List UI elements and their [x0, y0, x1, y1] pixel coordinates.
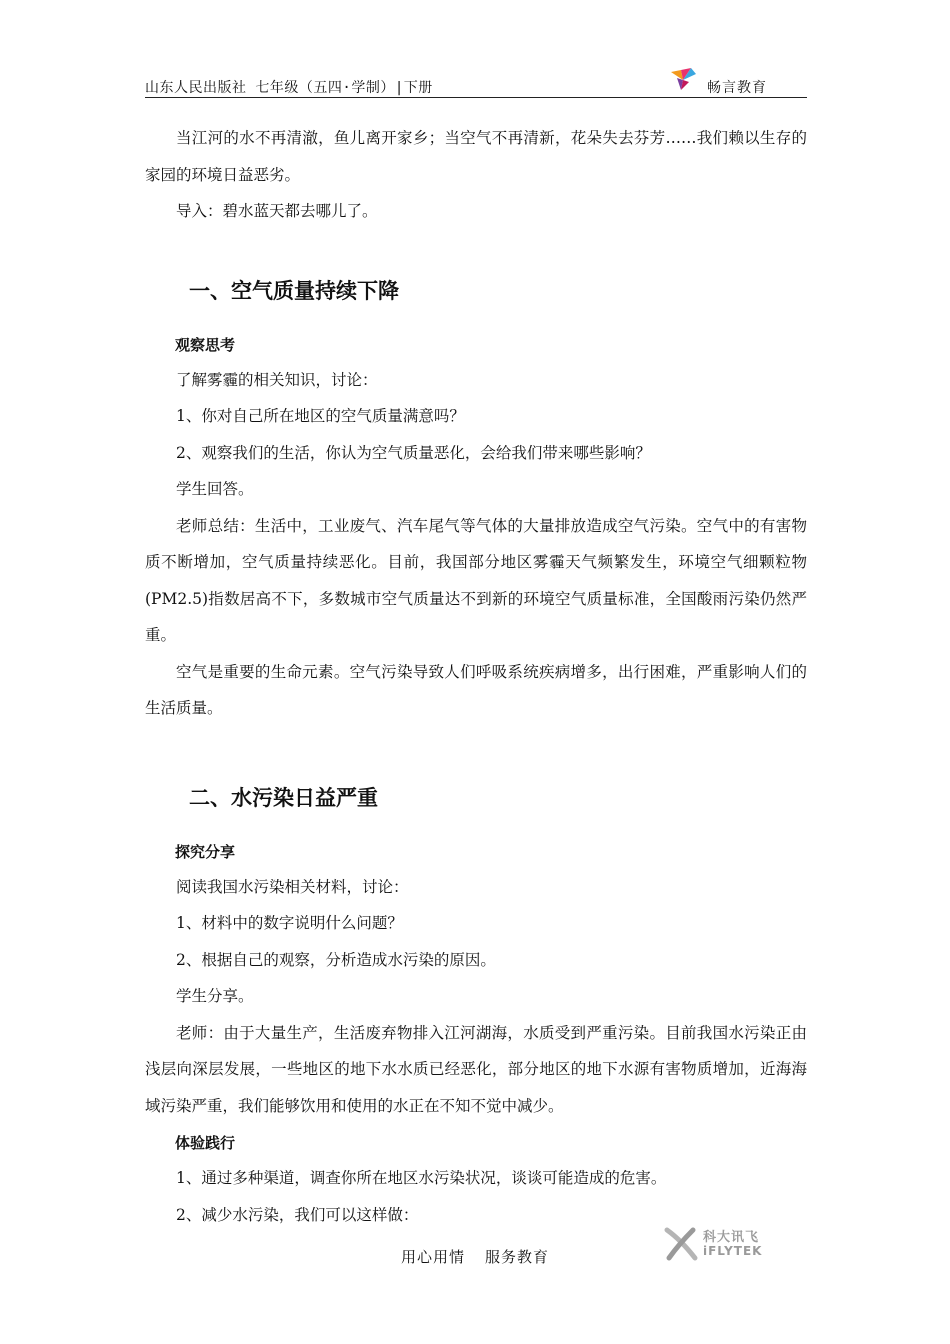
publisher-info: 山东人民出版社 七年级（五四·学制）|下册 [145, 80, 433, 96]
section-1-paragraph: 空气是重要的生命元素。空气污染导致人们呼吸系统疾病增多，出行困难，严重影响人们的生活质量。 [145, 662, 807, 717]
section-2-paragraph: 阅读我国水污染相关材料，讨论： [176, 877, 409, 896]
section-1-paragraph: 学生回答。 [176, 480, 254, 498]
changyan-logo-icon [669, 66, 697, 92]
iflytek-en-text: iFLYTEK [703, 1244, 763, 1258]
section-2-subtitle-practice: 体验践行 [175, 1134, 236, 1152]
section-1-paragraph: 老师总结：生活中，工业废气、汽车尾气等气体的大量排放造成空气污染。空气中的有害物质不断增加，空气质量持续恶化。目前，我国部分地区雾霾天气频繁发生，环境空气细颗粒物(PM2.5)指数居高不下，多数城市空气质量达不到新的环境空气质量标准，全国酸雨污染仍然严重。 [145, 516, 807, 644]
section-2-paragraph: 老师：由于大量生产，生活废弃物排入江河湖海，水质受到严重污染。目前我国水污染正由浅层向深层发展，一些地区的地下水水质已经恶化，部分地区的地下水源有害物质增加，近海海域污染严重，我们能够饮用和使用的水正在不知不觉中减少。 [145, 1023, 807, 1115]
section-1-paragraph: 了解雾霾的相关知识，讨论： [176, 370, 378, 389]
section-2-practice-item: 1、通过多种渠道，调查你所在地区水污染状况，谈谈可能造成的危害。 [176, 1169, 667, 1187]
intro-lead: 导入：碧水蓝天都去哪儿了。 [176, 202, 378, 220]
section-2-title: 二、水污染日益严重 [189, 785, 378, 810]
section-2-paragraph: 学生分享。 [176, 987, 254, 1005]
page-footer-slogan: 用心用情 服务教育 [400, 1248, 550, 1266]
section-2-subtitle: 探究分享 [175, 842, 236, 861]
section-2-practice-item: 2、减少水污染，我们可以这样做： [176, 1205, 419, 1224]
section-2-paragraph: 1、材料中的数字说明什么问题？ [176, 914, 403, 932]
brand-name: 畅言教育 [707, 80, 767, 96]
section-1-subtitle: 观察思考 [175, 335, 236, 354]
document-body [145, 120, 807, 1233]
intro-paragraph: 当江河的水不再清澈，鱼儿离开家乡；当空气不再清新，花朵失去芬芳……我们赖以生存的家园的环境日益恶劣。 [145, 129, 807, 184]
page-header [145, 72, 807, 98]
section-1-title: 一、空气质量持续下降 [189, 278, 399, 303]
iflytek-cn-text: 科大讯飞 [703, 1230, 760, 1245]
section-2-paragraph: 2、根据自己的观察，分析造成水污染的原因。 [176, 950, 496, 969]
section-1-paragraph: 1、你对自己所在地区的空气质量满意吗？ [176, 407, 465, 425]
section-1-paragraph: 2、观察我们的生活，你认为空气质量恶化，会给我们带来哪些影响？ [176, 443, 651, 462]
